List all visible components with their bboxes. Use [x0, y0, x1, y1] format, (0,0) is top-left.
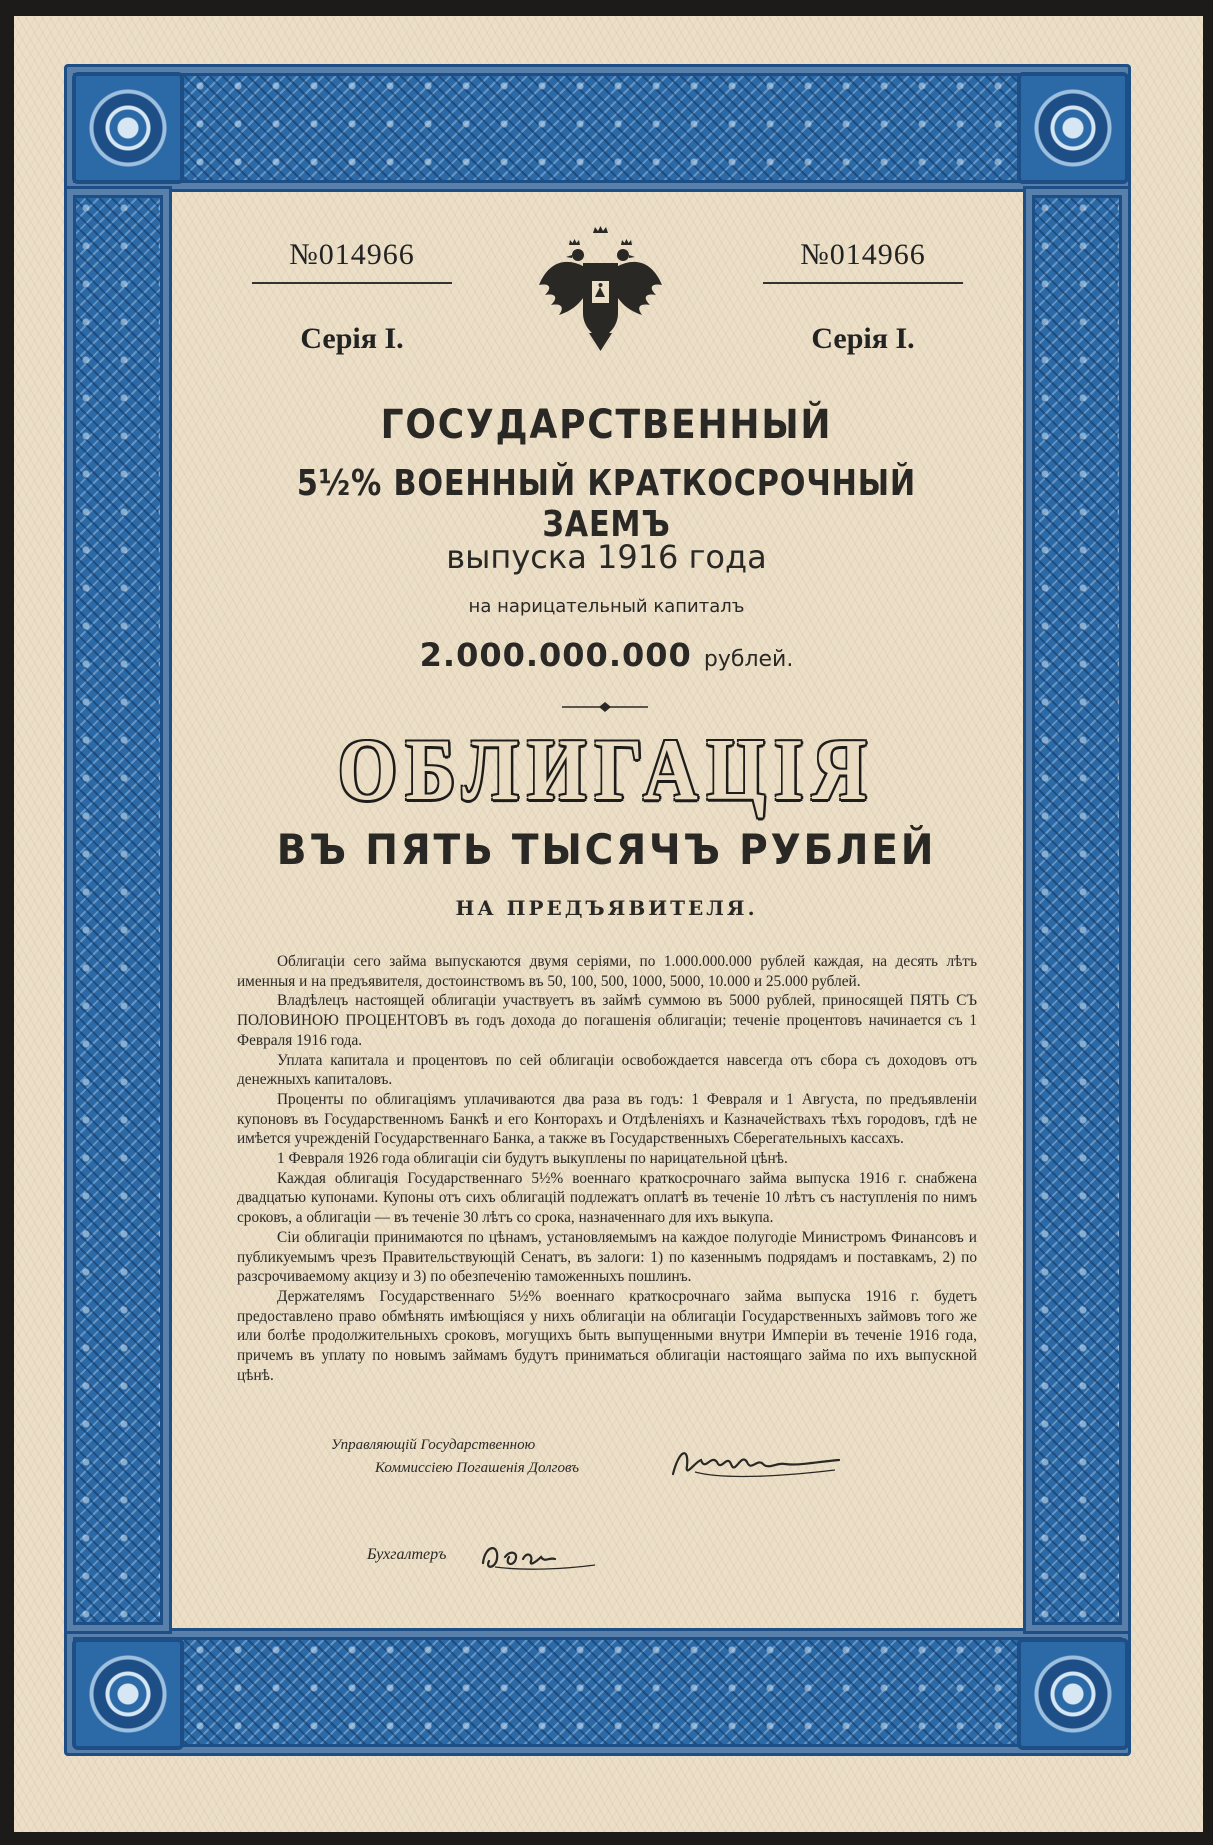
- serial-underline: [252, 282, 452, 284]
- terms-paragraph: Держателямъ Государственнаго 5½% военнаго краткосрочнаго займа выпуска 1916 г. будетъ предоставлено право обмѣнять имѣющіяся у нихъ облигаціи на облигаціи Государственныхъ займовъ того же или болѣе продолжительныхъ сроковъ, могущихъ быть выпущенными внутри Имперіи въ теченіе 1916 года, причемъ въ уплату по новымъ займамъ будутъ приниматься облигаціи настоящаго займа по ихъ выпускной цѣнѣ.: [237, 1287, 977, 1384]
- ornamental-border-top: [64, 64, 1131, 192]
- bookkeeper-signature: [475, 1527, 600, 1582]
- serial-number-left: №014966: [289, 238, 415, 271]
- ornamental-border-bottom: [64, 1628, 1131, 1756]
- ornamental-border-left: [64, 186, 172, 1634]
- capital-label: на нарицательный капиталъ: [468, 596, 745, 617]
- double-headed-eagle-icon: [533, 225, 668, 355]
- terms-paragraph: Каждая облигація Государственнаго 5½% военнаго краткосрочнаго займа выпуска 1916 г. снабжена двадцатью купонами. Купоны отъ сихъ облигацій подлежатъ оплатѣ въ теченіе 10 лѣтъ съ наступленія по нимъ сроковъ, а облигаціи — въ теченіе 30 лѣтъ со срока, назначеннаго для ихъ выкупа.: [237, 1169, 977, 1227]
- ornament-divider-icon: [560, 701, 650, 713]
- manager-title-line1: Управляющій Государственною: [331, 1437, 536, 1453]
- serial-number-right: №014966: [800, 238, 926, 271]
- issuer-title: ГОСУДАРСТВЕННЫЙ: [380, 402, 833, 448]
- document-type-heading: ОБЛИГАЦІЯ: [337, 722, 876, 819]
- corner-rosette-icon: [1017, 72, 1129, 184]
- manager-title-line2: Коммиссіею Погашенія Долговъ: [375, 1460, 580, 1476]
- corner-rosette-icon: [1017, 1638, 1129, 1750]
- terms-paragraph: Уплата капитала и процентовъ по сей облигаціи освобождается навсегда отъ сбора съ доходовъ отъ денежныхъ капиталовъ.: [237, 1051, 977, 1089]
- terms-paragraph: Облигаціи сего займа выпускаются двумя серіями, по 1.000.000.000 рублей каждая, на десять лѣтъ именныя и на предъявителя, достоинствомъ въ 50, 100, 500, 1000, 5000, 10.000 и 25.000 рублей.: [237, 953, 977, 990]
- capital-amount-value: 2.000.000.000: [419, 636, 692, 674]
- manager-signature: [665, 1432, 845, 1492]
- terms-paragraph: 1 Февраля 1926 года облигаціи сіи будутъ выкуплены по нарицательной цѣнѣ.: [277, 1150, 788, 1168]
- capital-amount: [200, 636, 1013, 674]
- ornamental-border-right: [1023, 186, 1131, 1634]
- serial-underline: [763, 282, 963, 284]
- series-label-left: Серія I.: [300, 322, 404, 355]
- terms-paragraph: Проценты по облигаціямъ уплачиваются два раза въ годъ: 1 Февраля и 1 Августа, по предъявленіи купоновъ въ Государственномъ Банкѣ и его Конторахъ и Отдѣленіяхъ и Казначействахъ тѣхъ городовъ, гдѣ не имѣется учрежденій Государственнаго Банка, а также въ Государственныхъ Сберегательныхъ кассахъ.: [237, 1090, 977, 1148]
- loan-name: 5½% ВОЕННЫЙ КРАТКОСРОЧНЫЙ ЗАЕМЪ: [296, 463, 917, 545]
- terms-text: [237, 952, 977, 1385]
- bookkeeper-label: Бухгалтеръ: [367, 1546, 447, 1563]
- corner-rosette-icon: [72, 72, 184, 184]
- denomination: ВЪ ПЯТЬ ТЫСЯЧЪ РУБЛЕЙ: [276, 825, 937, 874]
- corner-rosette-icon: [72, 1638, 184, 1750]
- bearer-label: НА ПРЕДЪЯВИТЕЛЯ.: [455, 896, 758, 920]
- terms-paragraph: Сіи облигаціи принимаются по цѣнамъ, установляемымъ на каждое полугодіе Министромъ Финансовъ и публикуемымъ чрезъ Правительствующій Сенатъ, въ залоги: 1) по казеннымъ подрядамъ и поставкамъ, 2) по разсрочиваемому акцизу и 3) по обезпеченію таможенныхъ пошлинъ.: [237, 1228, 977, 1286]
- capital-amount-unit: рублей.: [703, 647, 794, 672]
- series-label-right: Серія I.: [811, 322, 915, 355]
- terms-paragraph: Владѣлецъ настоящей облигаціи участвуетъ въ займѣ суммою въ 5000 рублей, приносящей ПЯТЬ СЪ ПОЛОВИНОЮ ПРОЦЕНТОВЪ въ годъ дохода до погашенія облигаціи; теченіе процентовъ начинается съ 1 Февраля 1916 года.: [237, 992, 977, 1049]
- issue-year: выпуска 1916 года: [446, 538, 767, 576]
